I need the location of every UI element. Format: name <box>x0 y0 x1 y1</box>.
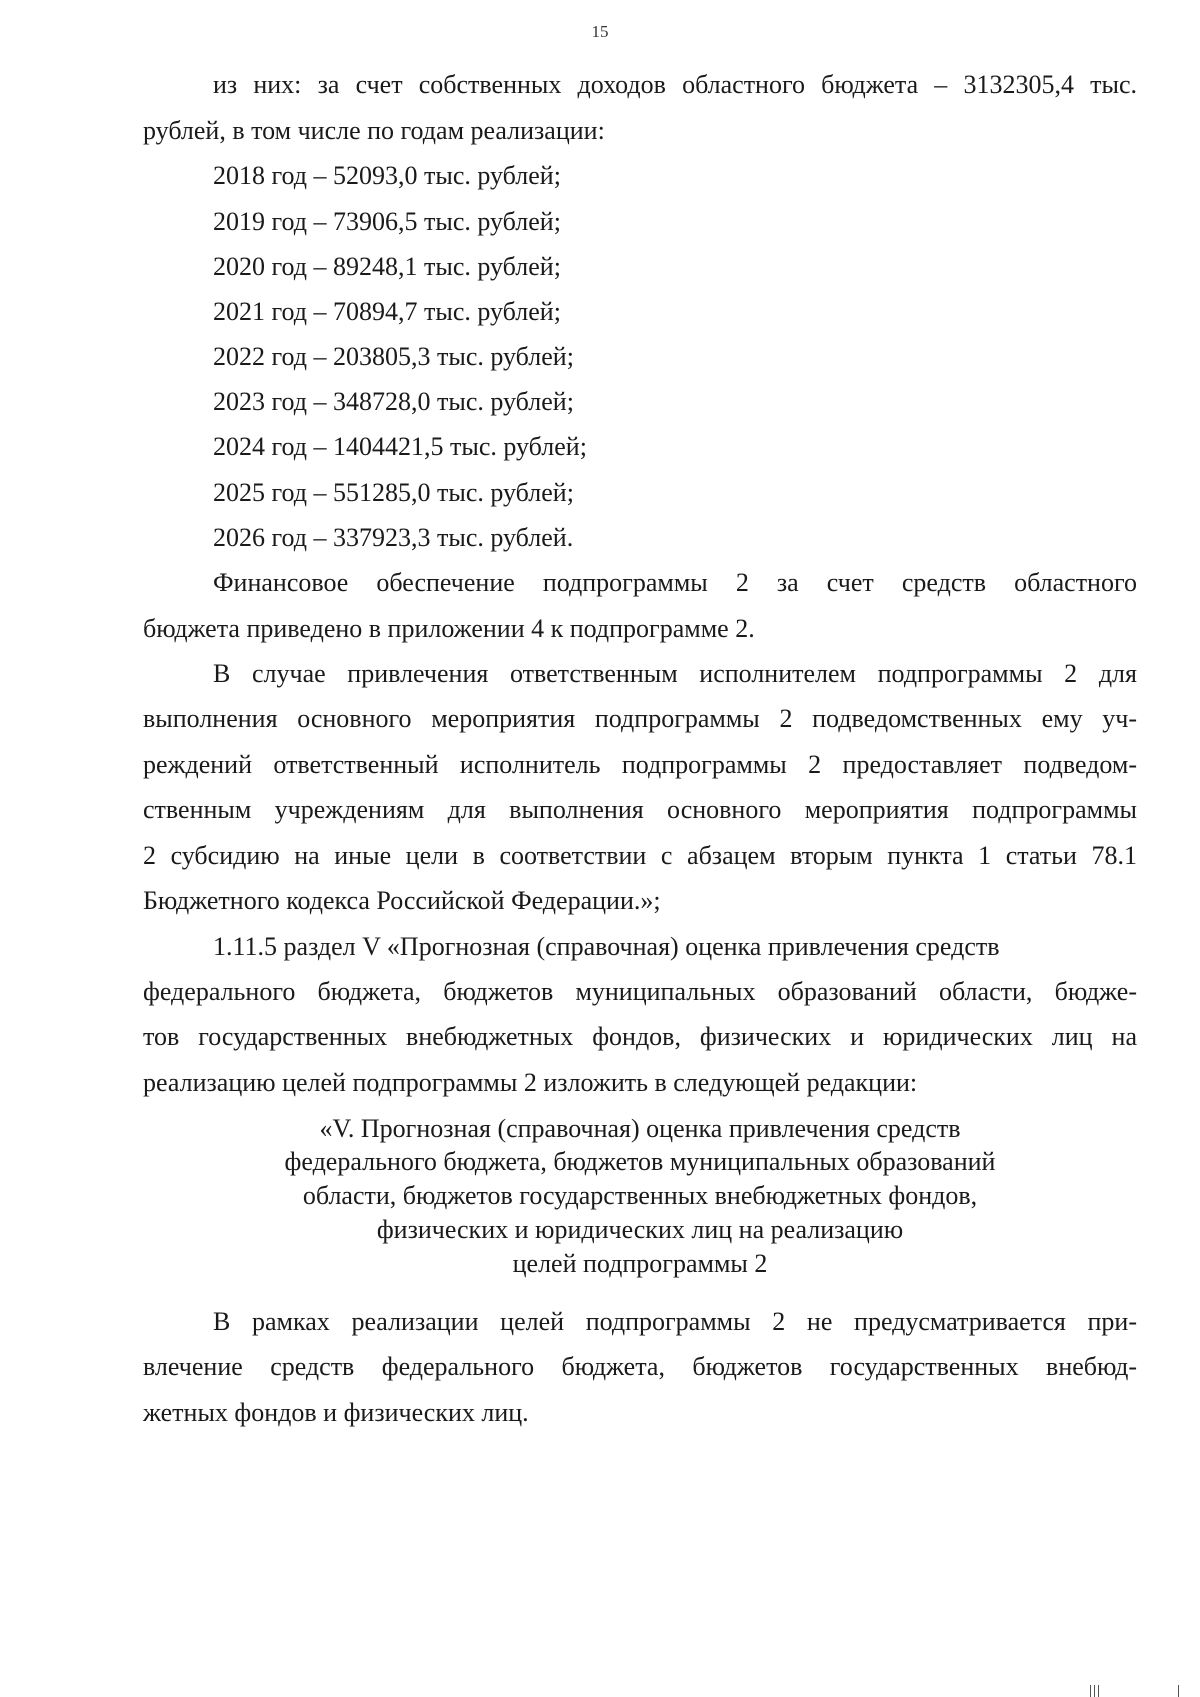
page-number: 15 <box>591 22 609 41</box>
section-heading-line: целей подпрограммы 2 <box>512 1249 768 1278</box>
paragraph-line: В случае привлечения ответственным исполнителем подпрограммы 2 для <box>213 659 1137 688</box>
scan-artifact <box>1098 1685 1099 1697</box>
paragraph-line: тов государственных внебюджетных фондов, физических и юридических лиц на <box>143 1022 1137 1051</box>
year-line-2018: 2018 год – 52093,0 тыс. рублей; <box>213 161 561 190</box>
paragraph-line: 2 субсидию на иные цели в соответствии с абзацем вторым пункта 1 статьи 78.1 <box>143 841 1137 870</box>
paragraph-line: бюджета приведено в приложении 4 к подпрограмме 2. <box>143 614 755 643</box>
paragraph-line: федерального бюджета, бюджетов муниципальных образований области, бюдже- <box>143 977 1137 1006</box>
scan-artifact <box>1094 1685 1095 1697</box>
paragraph-line: реализацию целей подпрограммы 2 изложить в следующей редакции: <box>143 1068 918 1097</box>
section-heading-line: физических и юридических лиц на реализацию <box>376 1215 904 1244</box>
year-line-2025: 2025 год – 551285,0 тыс. рублей; <box>213 478 574 507</box>
paragraph-line: жетных фондов и физических лиц. <box>143 1398 529 1427</box>
paragraph-line: из них: за счет собственных доходов областного бюджета – 3132305,4 тыс. <box>213 70 1137 99</box>
paragraph-line: 1.11.5 раздел V «Прогнозная (справочная) оценка привлечения средств <box>213 932 1000 961</box>
year-line-2021: 2021 год – 70894,7 тыс. рублей; <box>213 297 561 326</box>
paragraph-line: рублей, в том числе по годам реализации: <box>143 116 605 145</box>
paragraph-line: реждений ответственный исполнитель подпрограммы 2 предоставляет подведом- <box>143 750 1137 779</box>
section-heading-line: области, бюджетов государственных внебюджетных фондов, <box>302 1181 978 1210</box>
paragraph-line: Финансовое обеспечение подпрограммы 2 за счет средств областного <box>213 568 1137 597</box>
paragraph-line: В рамках реализации целей подпрограммы 2 не предусматривается при- <box>213 1307 1137 1336</box>
year-line-2023: 2023 год – 348728,0 тыс. рублей; <box>213 387 574 416</box>
paragraph-line: Бюджетного кодекса Российской Федерации.»; <box>143 886 661 915</box>
year-line-2020: 2020 год – 89248,1 тыс. рублей; <box>213 252 561 281</box>
section-heading-line: «V. Прогнозная (справочная) оценка привлечения средств <box>319 1114 961 1143</box>
paragraph-line: выполнения основного мероприятия подпрограммы 2 подведомственных ему уч- <box>143 704 1137 733</box>
year-line-2024: 2024 год – 1404421,5 тыс. рублей; <box>213 432 587 461</box>
year-line-2019: 2019 год – 73906,5 тыс. рублей; <box>213 207 561 236</box>
scan-artifact <box>1178 1685 1179 1697</box>
year-line-2022: 2022 год – 203805,3 тыс. рублей; <box>213 342 574 371</box>
scan-artifact <box>1090 1685 1091 1697</box>
paragraph-line: влечение средств федерального бюджета, бюджетов государственных внебюд- <box>143 1352 1137 1381</box>
paragraph-line: ственным учреждениям для выполнения основного мероприятия подпрограммы <box>143 795 1137 824</box>
section-heading-line: федерального бюджета, бюджетов муниципальных образований <box>284 1147 996 1176</box>
year-line-2026: 2026 год – 337923,3 тыс. рублей. <box>213 523 574 552</box>
